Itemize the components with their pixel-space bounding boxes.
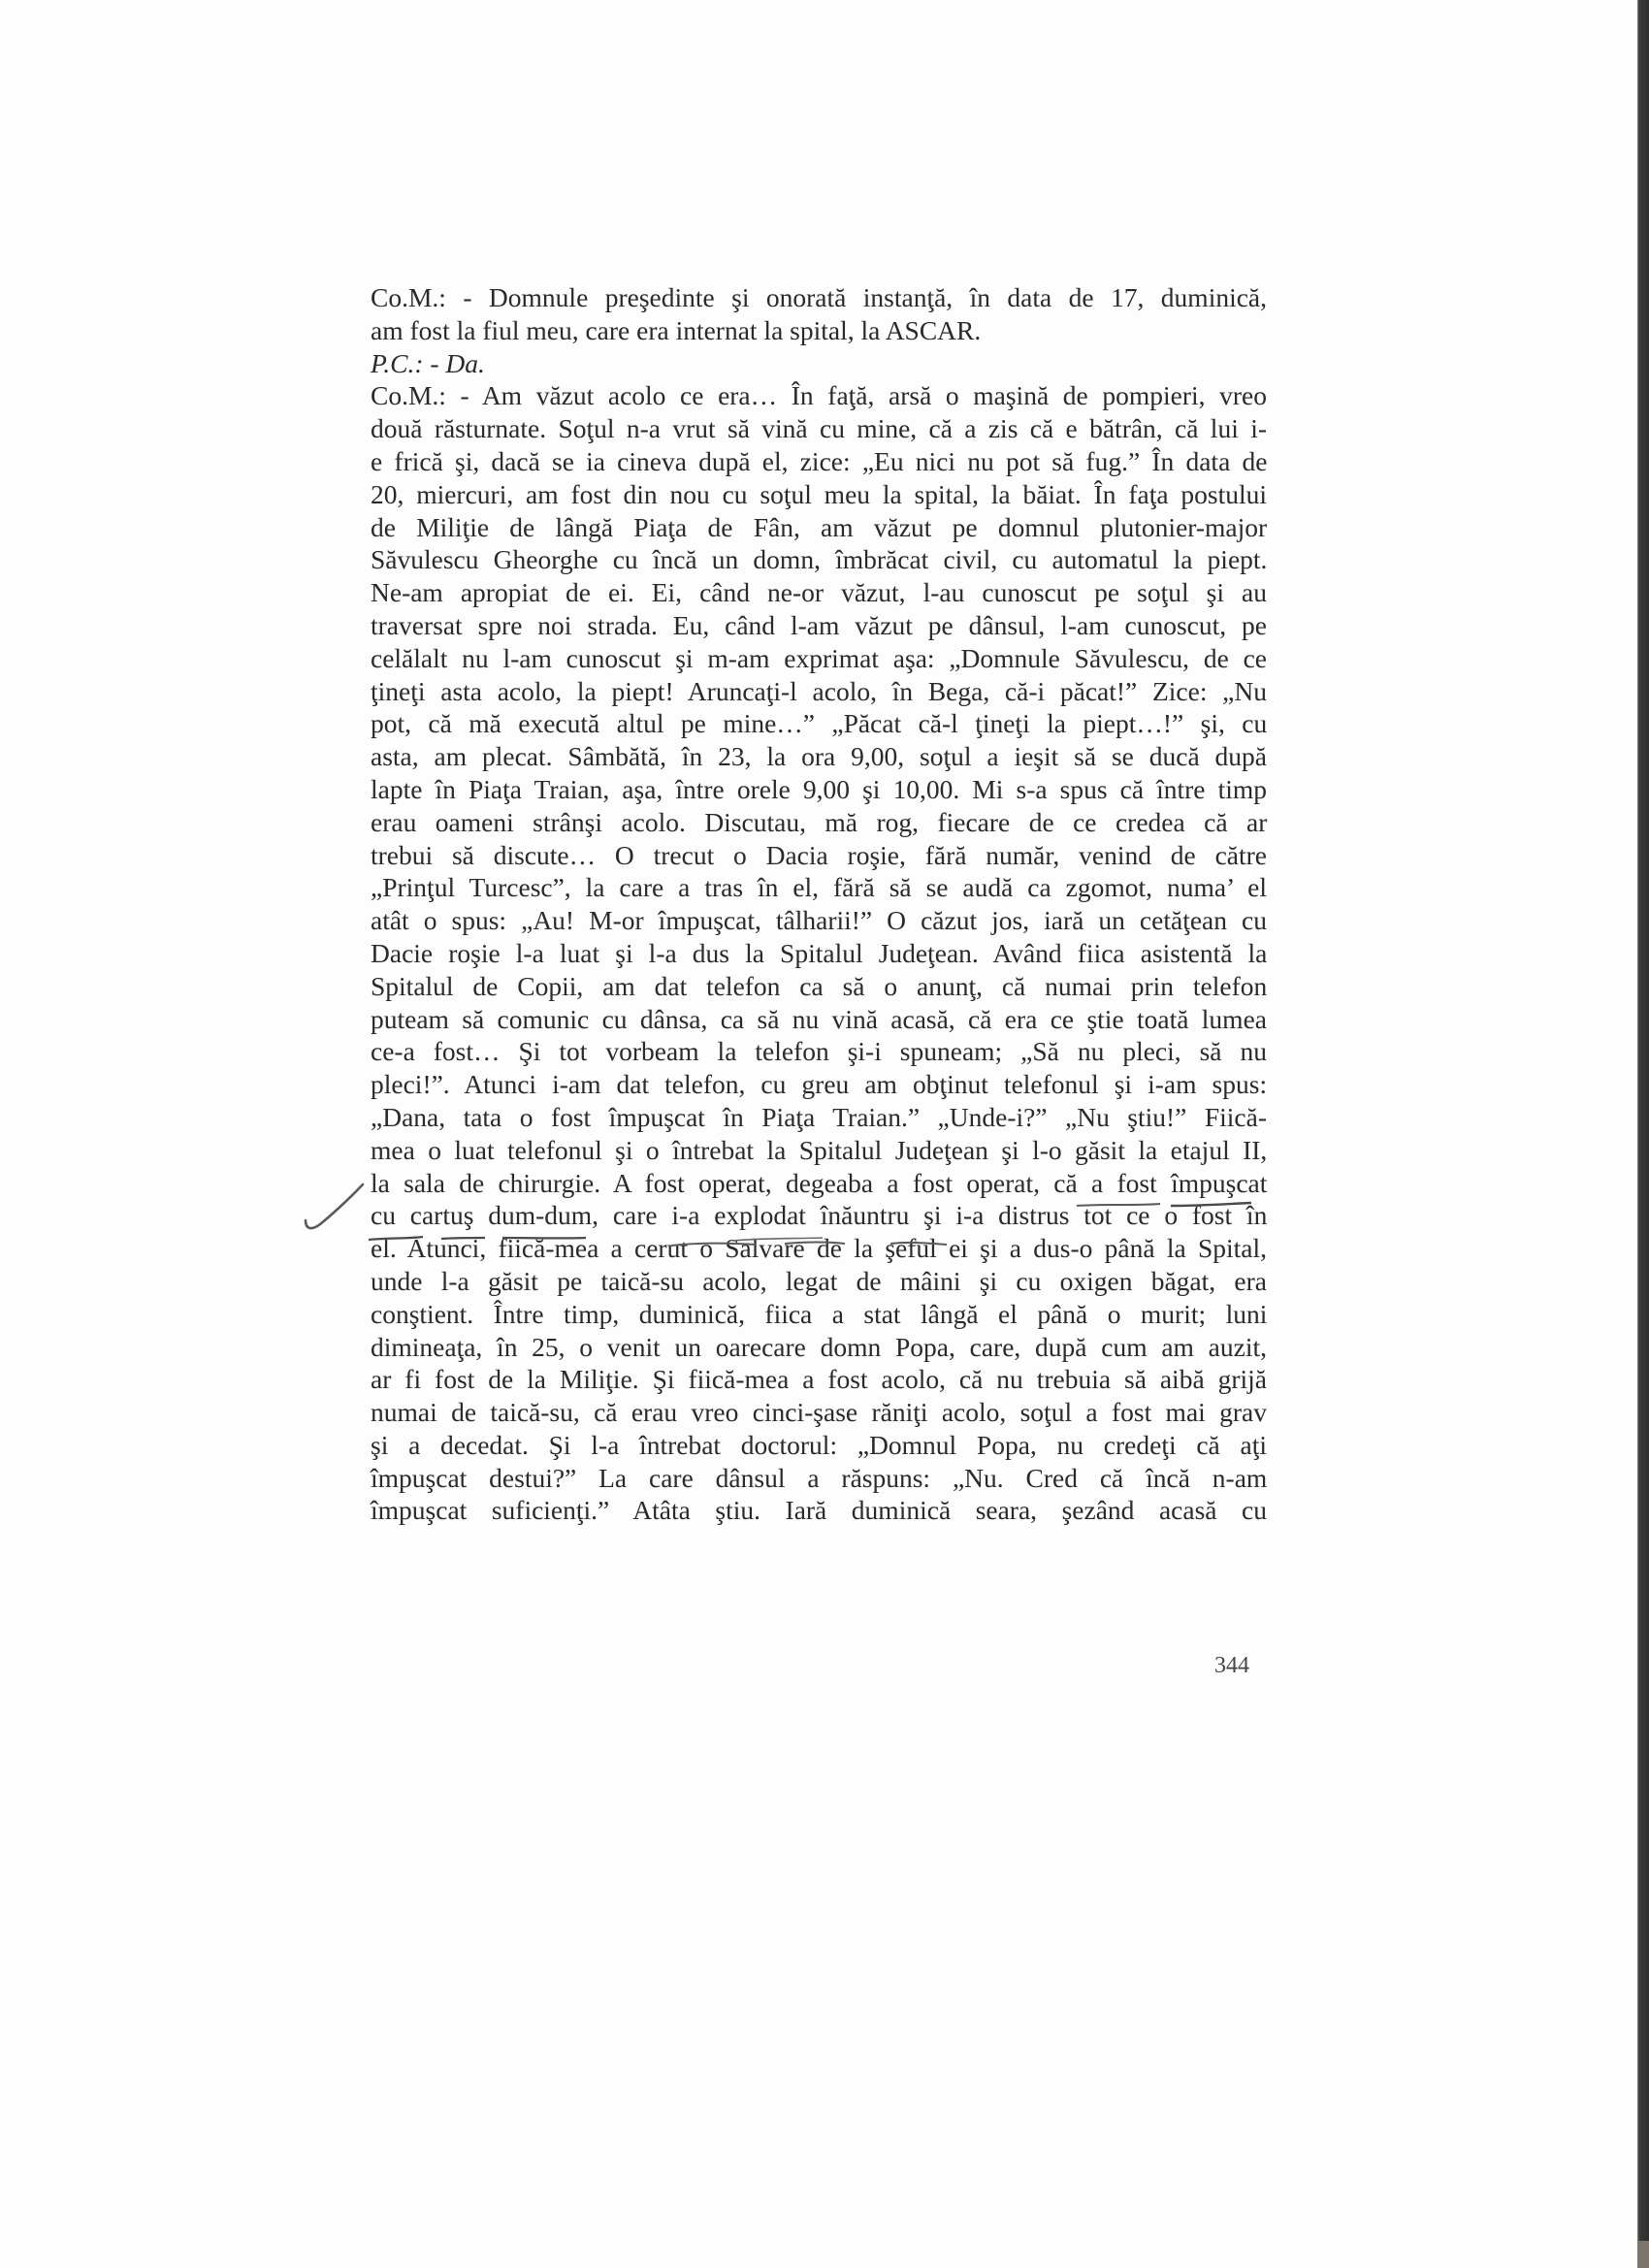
text-line: Săvulescu Gheorghe cu încă un domn, îmbrăcat civil, cu automatul la piept. [371, 544, 1268, 575]
checkmark-icon [306, 1184, 363, 1228]
text-line: de Miliţie de lângă Piaţa de Fân, am văzut pe domnul plutonier-major [371, 511, 1268, 542]
text-line: „Prinţul Turcesc”, la care a tras în el, fără să se audă ca zgomot, numa’ el [371, 872, 1267, 903]
paragraph-com-1 [371, 281, 1267, 347]
text-line: unde l-a găsit pe taică-su acolo, legat de mâini şi cu oxigen băgat, era [371, 1265, 1267, 1296]
text-line: Dacie roşie l-a luat şi l-a dus la Spitalul Judeţean. Având fiica asistentă la [371, 937, 1268, 968]
body-text [371, 281, 1267, 1527]
text-line: e frică şi, dacă se ia cineva după el, zice: „Eu nici nu pot să fug.” În data de [371, 445, 1268, 476]
text-line: dimineaţa, în 25, o venit un oarecare domn Popa, care, după cum am auzit, [371, 1331, 1267, 1362]
text-line: pleci!”. Atunci i-am dat telefon, cu greu am obţinut telefonul şi i-am spus: [371, 1069, 1268, 1100]
scan-edge-shadow [1637, 0, 1649, 2268]
text-line: ce-a fost… Şi tot vorbeam la telefon şi-i spuneam; „Să nu pleci, să nu [371, 1036, 1267, 1067]
text-line: lapte în Piaţa Traian, aşa, între orele 9,00 şi 10,00. Mi s-a spus că între timp [371, 773, 1267, 804]
text-line: mea o luat telefonul şi o întrebat la Spitalul Judeţean şi l-o găsit la etajul II, [371, 1134, 1268, 1165]
text-line: el. Atunci, fiică-mea a cerut o Salvare de la şeful ei şi a dus-o până la Spital, [371, 1233, 1267, 1264]
text-line: împuşcat suficienţi.” Atâta ştiu. Iară duminică seara, şezând acasă cu [371, 1495, 1267, 1526]
text-line: puteam să comunic cu dânsa, ca să nu vină acasă, că era ce ştie toată lumea [371, 1003, 1267, 1034]
text-line: Spitalul de Copii, am dat telefon ca să o anunţ, că numai prin telefon [371, 970, 1268, 1001]
text-line: celălalt nu l-am cunoscut şi m-am exprimat aşa: „Domnule Săvulescu, de ce [371, 642, 1267, 673]
text-line: Ne-am apropiat de ei. Ei, când ne-or văzut, l-au cunoscut pe soţul şi au [371, 577, 1267, 608]
text-line: împuşcat destui?” La care dânsul a răspuns: „Nu. Cred că încă n-am [371, 1462, 1268, 1493]
text-line: ar fi fost de la Miliţie. Şi fiică-mea a fost acolo, că nu trebuia să aibă grijă [371, 1364, 1267, 1395]
text-line: şi a decedat. Şi l-a întrebat doctorul: „Domnul Popa, nu credeţi că aţi [371, 1429, 1267, 1460]
text-line: P.C.: - Da. [371, 347, 485, 378]
text-line: am fost la fiul meu, care era internat la spital, la ASCAR. [371, 314, 982, 345]
paragraph-com-2 [371, 379, 1267, 1527]
page-number: 344 [1214, 1653, 1249, 1678]
paragraph-pc [371, 347, 1267, 380]
text-line: „Dana, tata o fost împuşcat în Piaţa Traian.” „Unde-i?” „Nu ştiu!” Fiică- [371, 1101, 1267, 1132]
scan-edge-corner [1637, 2241, 1649, 2268]
text-line: două răsturnate. Soţul n-a vrut să vină cu mine, că a zis că e bătrân, că lui i- [371, 413, 1267, 444]
text-line: pot, că mă execută altul pe mine…” „Păcat că-l ţineţi la piept…!” şi, cu [371, 708, 1268, 739]
text-line: erau oameni strânşi acolo. Discutau, mă rog, fiecare de ce credea că ar [371, 806, 1268, 837]
text-line: atât o spus: „Au! M-or împuşcat, tâlharii!” O căzut jos, iară un cetăţean cu [371, 905, 1267, 936]
text-line: cu cartuş dum-dum, care i-a explodat înăuntru şi i-a distrus tot ce o fost în [371, 1200, 1268, 1231]
text-line: numai de taică-su, că erau vreo cinci-şase răniţi acolo, soţul a fost mai grav [371, 1397, 1267, 1428]
text-line: ţineţi asta acolo, la piept! Aruncaţi-l acolo, în Bega, că-i păcat!” Zice: „Nu [371, 675, 1267, 706]
text-line: 20, miercuri, am fost din nou cu soţul meu la spital, la băiat. În faţa postului [371, 478, 1267, 509]
text-line: trebui să discute… O trecut o Dacia roşie, fără număr, venind de către [371, 839, 1267, 870]
text-line: traversat spre noi strada. Eu, când l-am văzut pe dânsul, l-am cunoscut, pe [371, 609, 1267, 640]
text-line: Co.M.: - Am văzut acolo ce era… În faţă, arsă o maşină de pompieri, vreo [371, 380, 1267, 411]
text-line: la sala de chirurgie. A fost operat, degeaba a fost operat, că a fost împuşcat [371, 1167, 1268, 1198]
text-line: conştient. Între timp, duminică, fiica a stat lângă el până o murit; luni [371, 1298, 1268, 1329]
text-line: asta, am plecat. Sâmbătă, în 23, la ora 9,00, soţul a ieşit să se ducă după [371, 741, 1267, 772]
text-line: Co.M.: - Domnule preşedinte şi onorată instanţă, în data de 17, duminică, [371, 282, 1268, 312]
